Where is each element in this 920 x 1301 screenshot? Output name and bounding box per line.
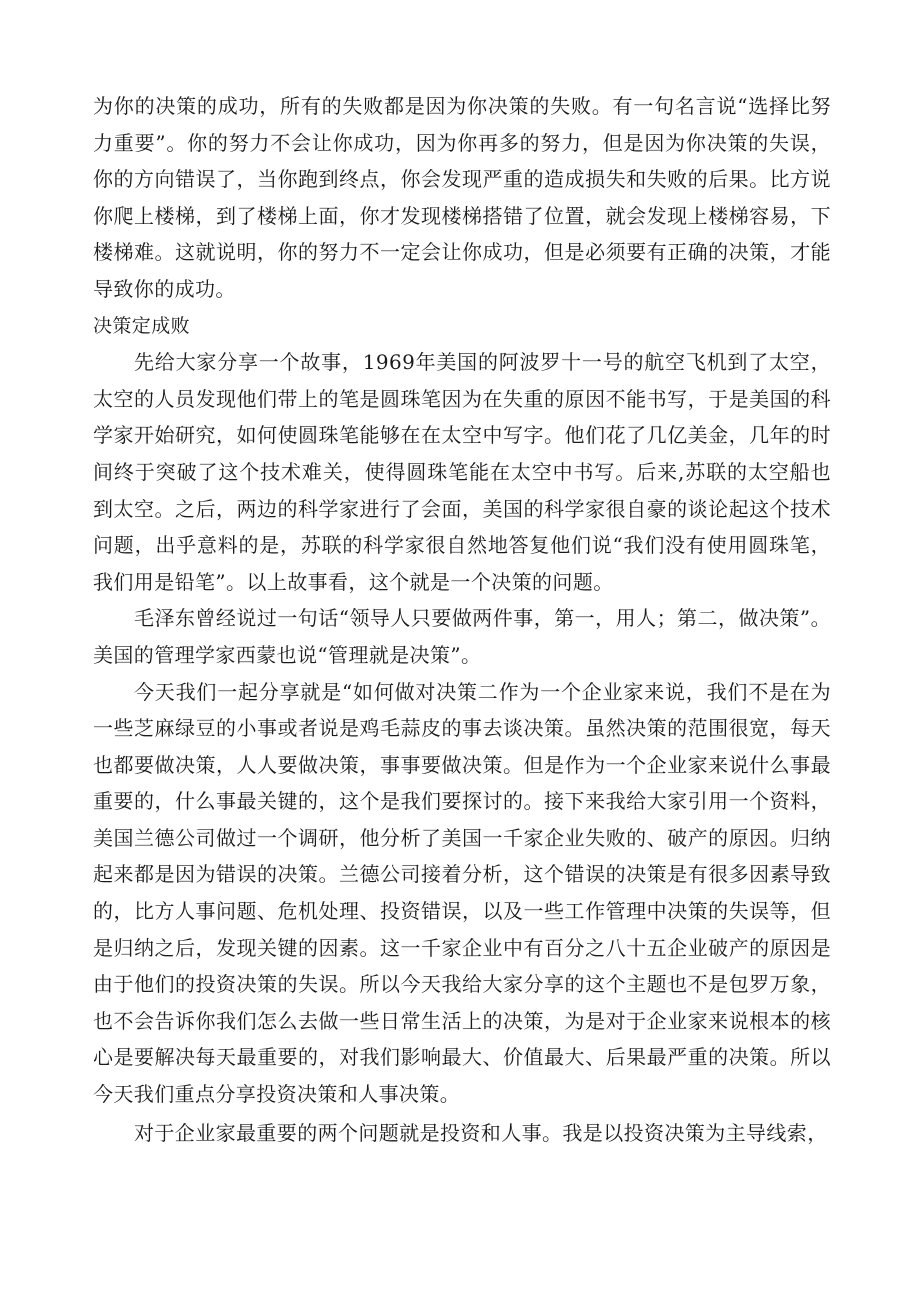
section-heading: 决策定成败 xyxy=(93,314,191,337)
paragraph-apollo-story: 先给大家分享一个故事，1969年美国的阿波罗十一号的航空飞机到了太空，太空的人员发现他们带上的笔是圆珠笔因为在失重的原因不能书写，于是美国的科学家开始研究，如何使圆珠笔能够在在太空中写字。他们花了几亿美金，几年的时间终于突破了这个技术难关，使得圆珠笔能在太空中书写。后来,苏联的太空船也到太空。之后，两边的科学家进行了会面，美国的科学家很自豪的谈论起这个技术问题，出乎意料的是，苏联的科学家很自然地答复他们说“我们没有使用圆珠笔，我们用是铅笔”。以上故事看，这个就是一个决策的问题。 xyxy=(93,350,831,594)
paragraph-leadership-quote: 毛泽东曾经说过一句话“领导人只要做两件事，第一，用人；第二，做决策”。美国的管理学家西蒙也说“管理就是决策”。 xyxy=(93,606,831,667)
paragraph-investment-personnel: 对于企业家最重要的两个问题就是投资和人事。我是以投资决策为主导线索， xyxy=(134,1120,828,1145)
document-page xyxy=(93,88,831,1151)
paragraph-decision-sharing: 今天我们一起分享就是“如何做对决策二作为一个企业家来说，我们不是在为一些芝麻绿豆的小事或者说是鸡毛蒜皮的事去谈决策。虽然决策的范围很宽，每天也都要做决策，人人要做决策，事事要做决策。但是作为一个企业家来说什么事最重要的，什么事最关键的，这个是我们要探讨的。接下来我给大家引用一个资料，美国兰德公司做过一个调研，他分析了美国一千家企业失败的、破产的原因。归纳起来都是因为错误的决策。兰德公司接着分析，这个错误的决策是有很多因素导致的，比方人事问题、危机处理、投资错误，以及一些工作管理中决策的失误等，但是归纳之后，发现关键的因素。这一千家企业中有百分之八十五企业破产的原因是由于他们的投资决策的失误。所以今天我给大家分享的这个主题也不是包罗万象，也不会告诉你我们怎么去做一些日常生活上的决策，为是对于企业家来说根本的核心是要解决每天最重要的，对我们影响最大、价值最大、后果最严重的决策。所以今天我们重点分享投资决策和人事决策。 xyxy=(93,679,831,1107)
paragraph-continuation: 为你的决策的成功，所有的失败都是因为你决策的失败。有一句名言说“选择比努力重要”。你的努力不会让你成功，因为你再多的努力，但是因为你决策的失误，你的方向错误了，当你跑到终点，你会发现严重的造成损失和失败的后果。比方说你爬上楼梯，到了楼梯上面，你才发现楼梯搭错了位置，就会发现上楼梯容易，下楼梯难。这就说明，你的努力不一定会让你成功，但是必须要有正确的决策，才能导致你的成功。 xyxy=(93,94,831,301)
